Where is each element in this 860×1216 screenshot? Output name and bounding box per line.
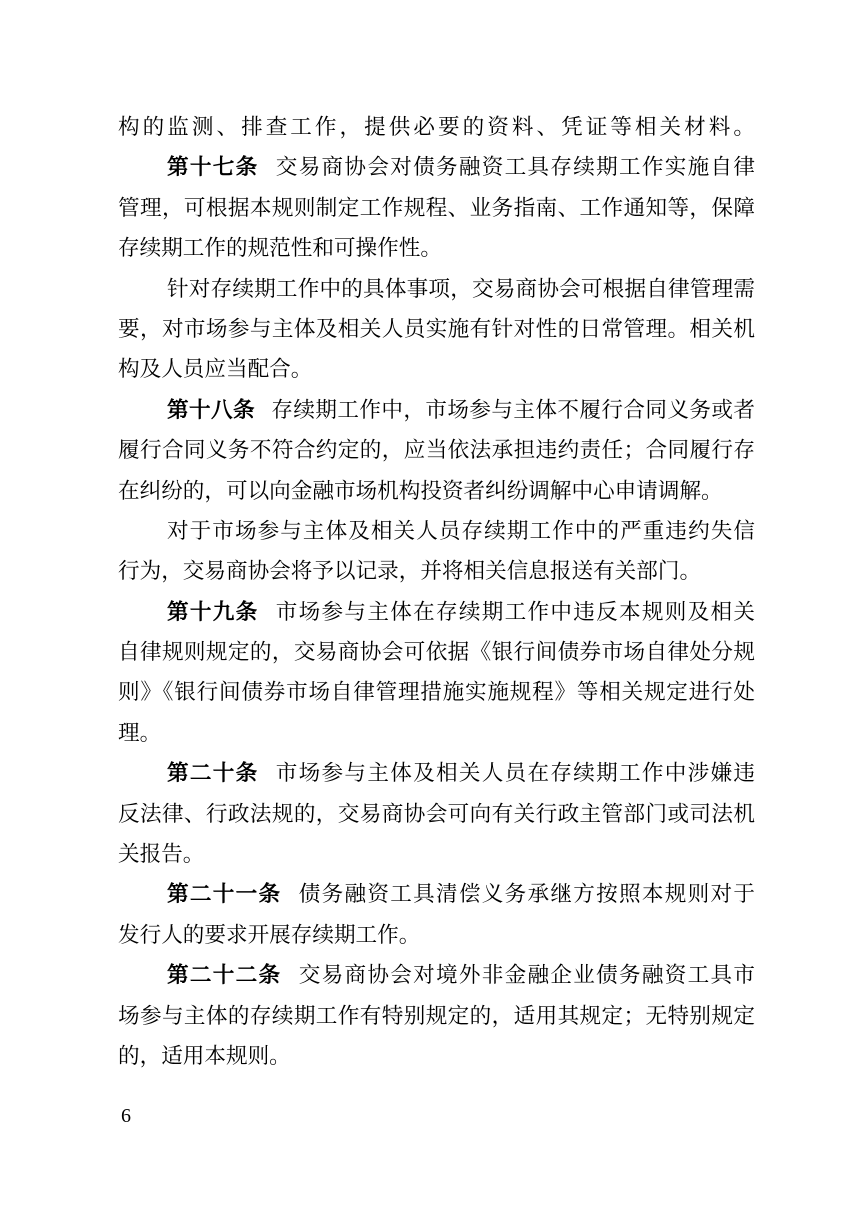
text-line (118, 511, 755, 551)
article-number-label: 第十八条 (167, 396, 255, 422)
line-text: 交易商协会对债务融资工具存续期工作实施自律 (274, 155, 755, 180)
article-line (118, 874, 755, 914)
article-line (118, 753, 755, 793)
text-line (118, 309, 755, 349)
text-line (118, 349, 755, 389)
text-line (118, 188, 755, 228)
text-line (118, 107, 755, 147)
line-text: 在纠纷的，可以向金融市场机构投资者纠纷调解中心申请调解。 (118, 478, 723, 503)
line-text: 针对存续期工作中的具体事项，交易商协会可根据自律管理需 (167, 276, 755, 301)
text-line (118, 915, 755, 955)
line-text: 要，对市场参与主体及相关人员实施有针对性的日常管理。相关机 (118, 316, 755, 341)
line-text: 构的监测、排查工作，提供必要的资料、凭证等相关材料。 (118, 115, 755, 139)
line-text: 市场参与主体及相关人员在存续期工作中涉嫌违 (274, 761, 755, 786)
line-text: 的，适用本规则。 (118, 1043, 291, 1068)
article-line (118, 955, 755, 995)
line-text: 自律规则规定的，交易商协会可依据《银行间债券市场自律处分规 (118, 640, 755, 665)
page-number: 6 (121, 1105, 131, 1127)
line-text: 场参与主体的存续期工作有特别规定的，适用其规定；无特别规定 (118, 1003, 755, 1028)
line-text: 则》《银行间债券市场自律管理措施实施规程》等相关规定进行处 (118, 680, 755, 705)
line-text: 存续期工作中，市场参与主体不履行合同义务或者 (271, 397, 755, 422)
text-line (118, 228, 755, 268)
line-text: 对于市场参与主体及相关人员存续期工作中的严重违约失信 (167, 518, 755, 543)
line-text: 反法律、行政法规的，交易商协会可向有关行政主管部门或司法机 (118, 801, 755, 826)
line-text: 存续期工作的规范性和可操作性。 (118, 236, 442, 261)
text-line (118, 672, 755, 712)
article-number-label: 第二十二条 (167, 962, 282, 988)
text-line (118, 632, 755, 672)
article-line (118, 390, 755, 430)
line-text: 管理，可根据本规则制定工作规程、业务指南、工作通知等，保障 (118, 195, 755, 220)
line-text: 理。 (118, 720, 162, 745)
article-number-label: 第二十条 (167, 760, 259, 786)
text-line (118, 996, 755, 1036)
line-text: 市场参与主体在存续期工作中违反本规则及相关 (274, 599, 755, 624)
article-number-label: 第二十一条 (167, 881, 282, 907)
text-line (118, 430, 755, 470)
article-line (118, 592, 755, 632)
text-line (118, 794, 755, 834)
line-text: 构及人员应当配合。 (118, 357, 313, 382)
article-number-label: 第十九条 (167, 598, 259, 624)
line-text: 交易商协会对境外非金融企业债务融资工具市 (297, 963, 755, 988)
document-body (118, 107, 755, 1076)
line-text: 债务融资工具清偿义务承继方按照本规则对于 (297, 882, 755, 907)
line-text: 关报告。 (118, 842, 205, 867)
text-line (118, 834, 755, 874)
article-number-label: 第十七条 (167, 154, 259, 180)
text-line (118, 713, 755, 753)
article-line (118, 147, 755, 187)
text-line (118, 551, 755, 591)
text-line (118, 471, 755, 511)
line-text: 发行人的要求开展存续期工作。 (118, 922, 421, 947)
text-line (118, 269, 755, 309)
line-text: 行为，交易商协会将予以记录，并将相关信息报送有关部门。 (118, 559, 702, 584)
text-line (118, 1036, 755, 1076)
line-text: 履行合同义务不符合约定的，应当依法承担违约责任；合同履行存 (118, 438, 755, 463)
